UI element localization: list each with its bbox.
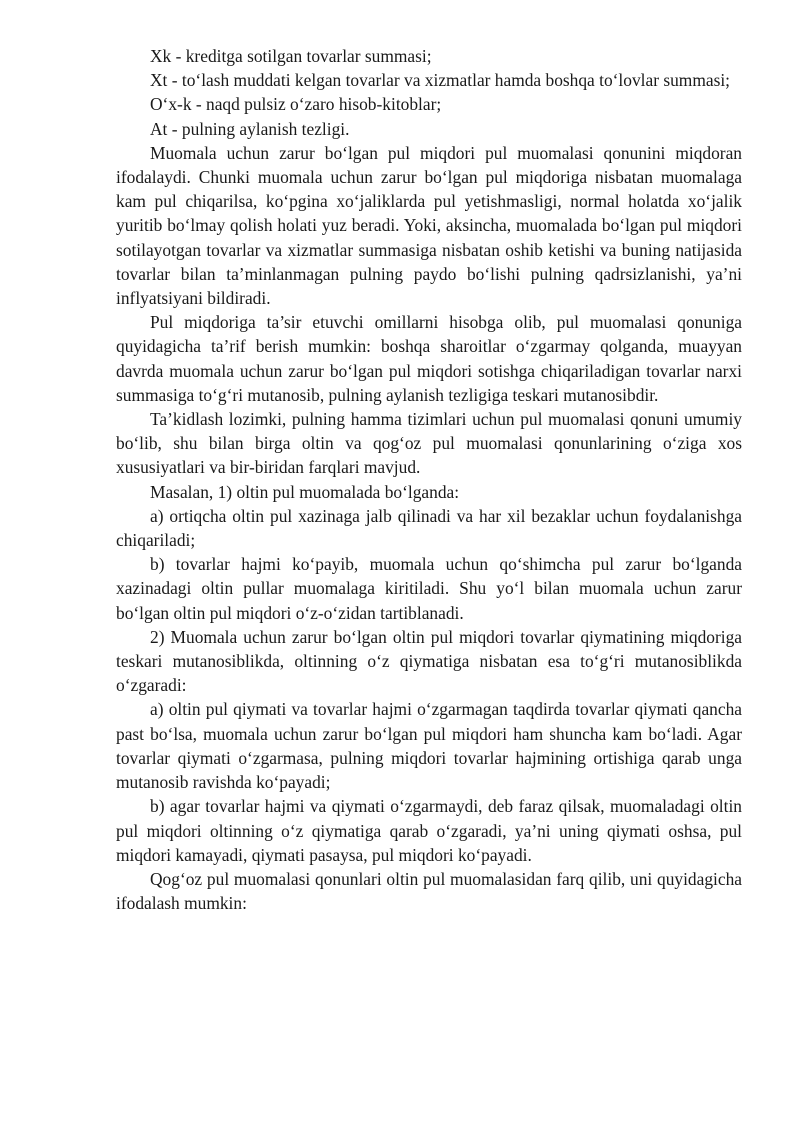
paragraph: Masalan, 1) oltin pul muomalada bo‘lganda: bbox=[150, 481, 460, 502]
paragraph: a) ortiqcha oltin pul xazinaga jalb qilinadi va har xil bezaklar uchun foydalanishga chiqariladi; bbox=[116, 505, 742, 551]
paragraph: a) oltin pul qiymati va tovarlar hajmi o‘zgarmagan taqdirda tovarlar qiymati qancha past bo‘lsa, muomala uchun zarur bo‘lgan pul miqdori ham shuncha kam bo‘ladi. Agar tovarlar qiymati o‘zgarmasa, pulning miqdori tovarlar hajmining ortishiga qarab unga mutanosib ravishda ko‘payadi; bbox=[116, 699, 742, 793]
paragraph: Muomala uchun zarur bo‘lgan pul miqdori pul muomalasi qonunini miqdoran ifodalaydi. Chunki muomala uchun zarur bo‘lgan pul miqdoriga nisbatan muomalaga kam pul chiqarilsa, ko‘pgina xo‘jaliklarda pul yetishmasligi, normal holatda xo‘jalik yuritib bo‘lmay qolish holati yuz beradi. Yoki, aksincha, muomalada bo‘lgan pul miqdori sotilayotgan tovarlar va xizmatlar summasiga nisbatan oshib ketishi va buning natijasida tovarlar bilan ta’minlanmagan pulning paydo bo‘lishi pulning qadrsizlanishi, ya’ni inflyatsiyani bildiradi. bbox=[116, 142, 742, 309]
paragraph: Xk - kreditga sotilgan tovarlar summasi; bbox=[150, 46, 432, 66]
paragraph: Qog‘oz pul muomalasi qonunlari oltin pul muomalasidan farq qilib, uni quyidagicha ifodalash mumkin: bbox=[116, 868, 742, 914]
paragraph: Ta’kidlash lozimki, pulning hamma tizimlari uchun pul muomalasi qonuni umumiy bo‘lib, shu bilan birga oltin va qog‘oz pul muomalasi qonunlarining o‘ziga xos xususiyatlari va bir-biridan farqlari mavjud. bbox=[116, 409, 742, 478]
paragraph: O‘x-k - naqd pulsiz o‘zaro hisob-kitoblar; bbox=[150, 94, 442, 115]
paragraph: Pul miqdoriga ta’sir etuvchi omillarni hisobga olib, pul muomalasi qonuniga quyidagicha ta’rif berish mumkin: boshqa sharoitlar o‘zgarmay qolganda, muayyan davrda muomala uchun zarur bo‘lgan pul miqdori sotishga chiqariladigan tovarlar narxi summasiga to‘g‘ri mutanosib, pulning aylanish tezligiga teskari mutanosibdir. bbox=[116, 312, 742, 405]
document-page bbox=[116, 44, 742, 915]
paragraph: At - pulning aylanish tezligi. bbox=[150, 118, 350, 139]
paragraph: Xt - to‘lash muddati kelgan tovarlar va xizmatlar hamda boshqa to‘lovlar summasi; bbox=[150, 70, 731, 91]
paragraph: b) agar tovarlar hajmi va qiymati o‘zgarmaydi, deb faraz qilsak, muomaladagi oltin pul miqdori oltinning o‘z qiymatiga qarab o‘zgaradi, ya’ni uning qiymati oshsa, pul miqdori kamayadi, qiymati pasaysa, pul miqdori ko‘payadi. bbox=[116, 796, 742, 865]
paragraph: 2) Muomala uchun zarur bo‘lgan oltin pul miqdori tovarlar qiymatining miqdoriga teskari mutanosiblikda, oltinning o‘z qiymatiga nisbatan esa to‘g‘ri mutanosiblikda o‘zgaradi: bbox=[116, 626, 742, 696]
paragraph: b) tovarlar hajmi ko‘payib, muomala uchun qo‘shimcha pul zarur bo‘lganda xazinadagi oltin pullar muomalaga kiritiladi. Shu yo‘l bilan muomala uchun zarur bo‘lgan oltin pul miqdori o‘z-o‘zidan tartiblanadi. bbox=[116, 554, 742, 623]
